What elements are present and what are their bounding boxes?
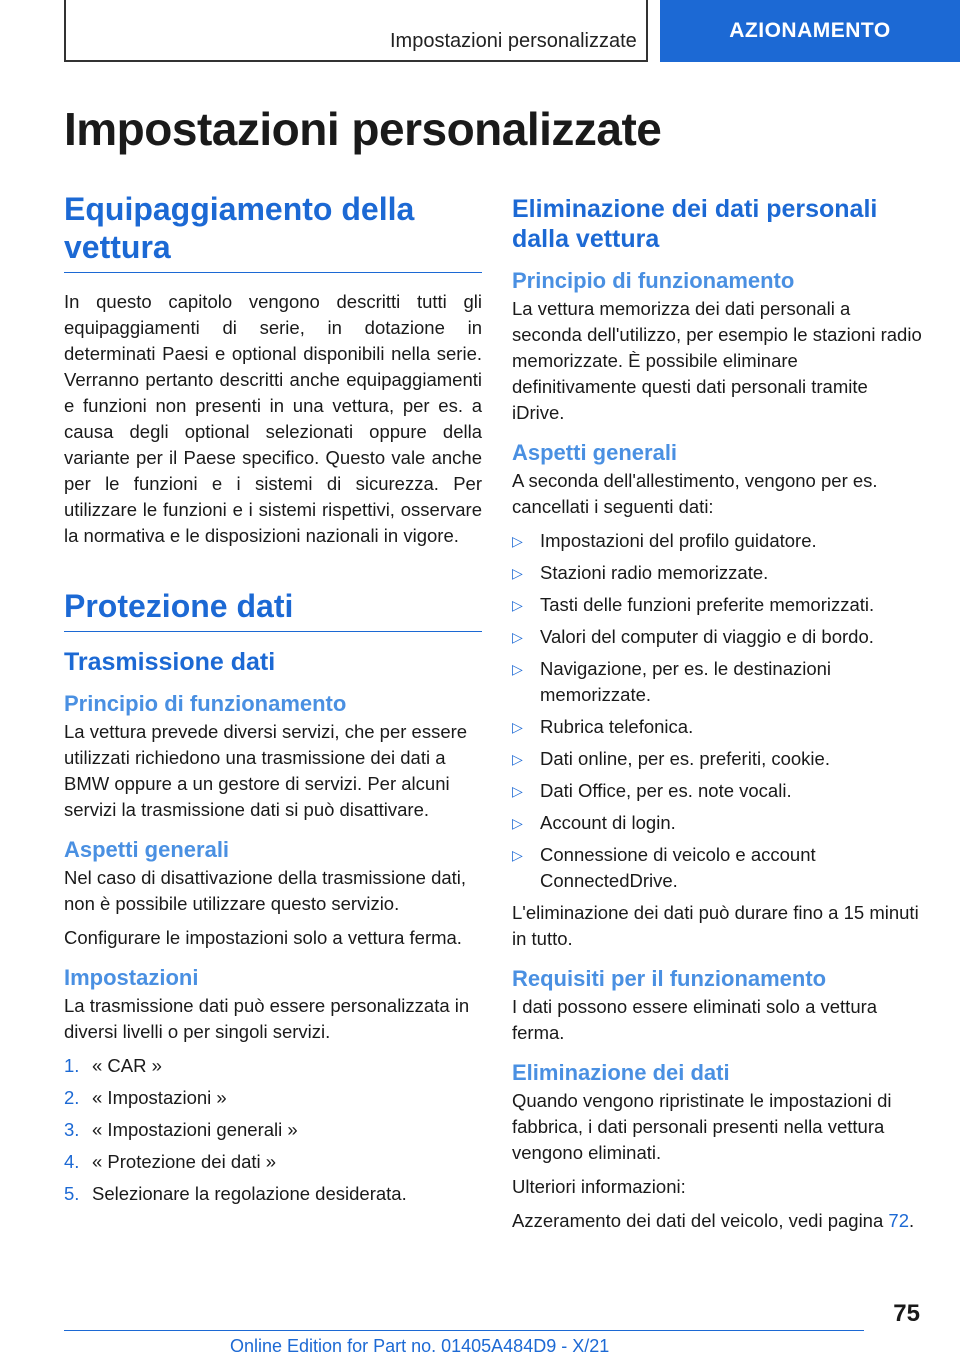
duration-text: L'eliminazione dei dati può durare fino a 15 minuti in tutto. xyxy=(512,902,919,949)
general-text-right: A seconda dell'allestimento, vengono per es. cancellati i seguenti dati: xyxy=(512,470,878,517)
header-tab-azionamento[interactable]: AZIONAMENTO xyxy=(660,0,960,62)
left-column xyxy=(64,190,482,1213)
deleted-data-list xyxy=(512,528,922,894)
list-item: 2. « Impostazioni » xyxy=(64,1087,227,1108)
protection-heading: Protezione dati xyxy=(64,587,482,632)
deletion-heading: Eliminazione dei dati xyxy=(512,1060,730,1085)
list-item: ▷ Navigazione, per es. le destinazioni memorizzate. xyxy=(512,656,922,708)
equip-text: In questo capitolo vengono descritti tutti gli equipaggiamenti di serie, in dotazione in determinati Paesi e optional disponibili nella serie. Verranno pertanto descritti anche equipaggiamenti e funzioni non presenti in una vettura, per es. a causa degli optional selezionati oppure della variante per il Paese specifico. Questo vale anche per le funzioni e i sistemi di sicurezza. Per utilizzare le funzioni e i sistemi rispettivi, osservare la normativa e le disposizioni nazionali in vigore. xyxy=(64,291,482,546)
triangle-bullet-icon: ▷ xyxy=(512,847,523,863)
settings-heading: Impostazioni xyxy=(64,965,199,990)
requirements-heading: Requisiti per il funzionamento xyxy=(512,966,827,991)
list-item: ▷ Stazioni radio memorizzate. xyxy=(512,560,922,586)
footer-text: Online Edition for Part no. 01405A484D9 - X/21 xyxy=(230,1336,610,1356)
triangle-bullet-icon: ▷ xyxy=(512,751,523,767)
right-column xyxy=(512,194,922,1242)
page-link[interactable]: 72 xyxy=(888,1210,909,1231)
general-text-1: Nel caso di disattivazione della trasmissione dati, non è possibile utilizzare questo servizio. xyxy=(64,867,467,914)
list-item: ▷ Tasti delle funzioni preferite memorizzati. xyxy=(512,592,922,618)
triangle-bullet-icon: ▷ xyxy=(512,783,523,799)
page-title: Impostazioni personalizzate xyxy=(64,103,662,155)
settings-text: La trasmissione dati può essere personalizzata in diversi livelli o per singoli servizi. xyxy=(64,995,470,1042)
list-item: ▷ Rubrica telefonica. xyxy=(512,714,922,740)
triangle-bullet-icon: ▷ xyxy=(512,597,523,613)
list-item: 4. « Protezione dei dati » xyxy=(64,1151,277,1172)
list-item: ▷ Impostazioni del profilo guidatore. xyxy=(512,528,922,554)
delete-heading: Eliminazione dei dati personali dalla vettura xyxy=(512,195,878,253)
more-info: Ulteriori informazioni: xyxy=(512,1176,686,1197)
general-heading-left: Aspetti generali xyxy=(64,837,230,862)
principle-text-left: La vettura prevede diversi servizi, che per essere utilizzati richiedono una trasmissione dei dati a BMW oppure a un gestore di servizi. Per alcuni servizi la trasmissione dati si può disattivare. xyxy=(64,721,468,820)
list-item: ▷ Connessione di veicolo e account ConnectedDrive. xyxy=(512,842,922,894)
header-title: Impostazioni personalizzate xyxy=(390,30,637,52)
principle-text-right: La vettura memorizza dei dati personali a seconda dell'utilizzo, per esempio le stazioni radio memorizzate. È possibile eliminare definitivamente questi dati personali tramite iDrive. xyxy=(512,298,922,423)
triangle-bullet-icon: ▷ xyxy=(512,629,523,645)
general-text-2: Configurare le impostazioni solo a vettura ferma. xyxy=(64,927,462,948)
reset-paragraph: Azzeramento dei dati del veicolo, vedi pagina 72. xyxy=(512,1210,915,1231)
transmission-heading: Trasmissione dati xyxy=(64,648,276,676)
principle-heading-left: Principio di funzionamento xyxy=(64,691,347,716)
footer-divider xyxy=(64,1330,864,1331)
list-item: ▷ Valori del computer di viaggio e di bordo. xyxy=(512,624,922,650)
requirements-text: I dati possono essere eliminati solo a vettura ferma. xyxy=(512,996,878,1043)
equip-heading: Equipaggiamento della vettura xyxy=(64,190,482,273)
triangle-bullet-icon: ▷ xyxy=(512,815,523,831)
triangle-bullet-icon: ▷ xyxy=(512,719,523,735)
page-number: 75 xyxy=(893,1300,920,1327)
list-item: 1. « CAR » xyxy=(64,1055,162,1076)
triangle-bullet-icon: ▷ xyxy=(512,661,523,677)
triangle-bullet-icon: ▷ xyxy=(512,533,523,549)
deletion-text: Quando vengono ripristinate le impostazioni di fabbrica, i dati personali presenti nella vettura vengono eliminati. xyxy=(512,1090,892,1163)
list-item: ▷ Account di login. xyxy=(512,810,922,836)
list-item: ▷ Dati online, per es. preferiti, cookie. xyxy=(512,746,922,772)
triangle-bullet-icon: ▷ xyxy=(512,565,523,581)
list-item: ▷ Dati Office, per es. note vocali. xyxy=(512,778,922,804)
general-heading-right: Aspetti generali xyxy=(512,440,678,465)
list-item: 3. « Impostazioni generali » xyxy=(64,1119,298,1140)
list-item: 5. Selezionare la regolazione desiderata. xyxy=(64,1183,407,1204)
settings-steps xyxy=(64,1053,482,1207)
principle-heading-right: Principio di funzionamento xyxy=(512,268,795,293)
